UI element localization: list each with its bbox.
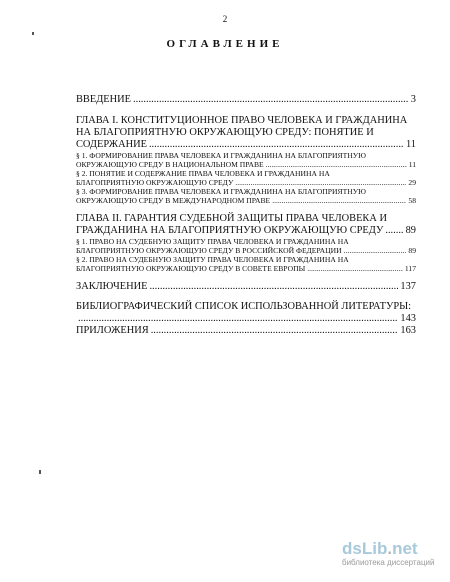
page-ref: 143 xyxy=(400,313,416,324)
toc-entry-chapter-1[interactable]: ГЛАВА I. КОНСТИТУЦИОННОЕ ПРАВО ЧЕЛОВЕКА И ГРАЖДАНИНА НА БЛАГОПРИЯТНУЮ ОКРУЖАЮЩУЮ СРЕДУ: ПОНЯТИЕ И СОДЕРЖАНИЕ ..... 11 xyxy=(76,115,416,151)
page-ref: 137 xyxy=(400,281,416,292)
toc-entry-intro[interactable]: ВВЕДЕНИЕ ..... 3 xyxy=(76,94,416,106)
toc-entry-chapter-2[interactable]: ГЛАВА II. ГАРАНТИЯ СУДЕБНОЙ ЗАЩИТЫ ПРАВА ЧЕЛОВЕКА И ГРАЖДАНИНА НА БЛАГОПРИЯТНУЮ ОКРУЖАЮЩУЮ СРЕДУ ..... 89 xyxy=(76,213,416,237)
page-ref: 29 xyxy=(408,178,416,187)
watermark[interactable] xyxy=(342,540,446,568)
binding-mark xyxy=(39,470,41,474)
toc-entry-conclusion[interactable]: ЗАКЛЮЧЕНИЕ ..... 137 xyxy=(76,281,416,293)
leader-dots xyxy=(149,281,398,293)
leader-dots xyxy=(344,246,407,255)
page-ref: 117 xyxy=(404,264,416,273)
page-ref: 11 xyxy=(408,160,416,169)
toc-section-1-1[interactable]: § 1. ФОРМИРОВАНИЕ ПРАВА ЧЕЛОВЕКА И ГРАЖДАНИНА НА БЛАГОПРИЯТНУЮ ОКРУЖАЮЩУЮ СРЕДУ В НАЦИОНАЛЬНОМ ПРАВЕ ..... 11 xyxy=(76,151,416,169)
page-ref: 11 xyxy=(405,139,416,150)
toc-entry-appendices[interactable]: ПРИЛОЖЕНИЯ ..... 163 xyxy=(76,325,416,337)
leader-dots xyxy=(235,178,406,187)
toc-section-1-3[interactable]: § 3. ФОРМИРОВАНИЕ ПРАВА ЧЕЛОВЕКА И ГРАЖДАНИНА НА БЛАГОПРИЯТНУЮ ОКРУЖАЮЩУЮ СРЕДУ В МЕЖДУНАРОДНОМ ПРАВЕ ..... 58 xyxy=(76,187,416,205)
toc-section-1-2[interactable]: § 2. ПОНЯТИЕ И СОДЕРЖАНИЕ ПРАВА ЧЕЛОВЕКА И ГРАЖДАНИНА НА БЛАГОПРИЯТНУЮ ОКРУЖАЮЩУЮ СРЕДУ ..... 29 xyxy=(76,169,416,187)
page-ref: 89 xyxy=(405,225,416,236)
leader-dots xyxy=(385,225,403,237)
toc-section-2-2[interactable]: § 2. ПРАВО НА СУДЕБНУЮ ЗАЩИТУ ПРАВА ЧЕЛОВЕКА И ГРАЖДАНИНА НА БЛАГОПРИЯТНУЮ ОКРУЖАЮЩУЮ СРЕДУ В СОВЕТЕ ЕВРОПЫ ..... 117 xyxy=(76,255,416,273)
leader-dots xyxy=(266,160,407,169)
leader-dots xyxy=(133,94,409,106)
watermark-tagline: библиотека диссертаций xyxy=(342,558,435,567)
page-ref: 58 xyxy=(408,196,416,205)
leader-dots xyxy=(151,325,399,337)
toc-section-2-1[interactable]: § 1. ПРАВО НА СУДЕБНУЮ ЗАЩИТУ ПРАВА ЧЕЛОВЕКА И ГРАЖДАНИНА НА БЛАГОПРИЯТНУЮ ОКРУЖАЮЩУЮ СРЕДУ В РОССИЙСКОЙ ФЕДЕРАЦИИ ..... 89 xyxy=(76,237,416,255)
leader-dots xyxy=(272,196,406,205)
page-ref: 163 xyxy=(400,325,416,336)
table-of-contents xyxy=(76,94,416,337)
toc-entry-bibliography[interactable]: БИБЛИОГРАФИЧЕСКИЙ СПИСОК ИСПОЛЬЗОВАННОЙ ЛИТЕРАТУРЫ: ..... 143 xyxy=(76,301,416,325)
leader-dots xyxy=(149,139,404,151)
page-number: 2 xyxy=(222,14,228,24)
page-ref: 89 xyxy=(408,246,416,255)
binding-mark xyxy=(32,32,34,35)
leader-dots xyxy=(78,313,398,325)
dslib-logo: dsLib.net xyxy=(342,539,418,558)
page-ref: 3 xyxy=(410,94,416,105)
leader-dots xyxy=(307,264,403,273)
toc-heading: ОГЛАВЛЕНИЕ xyxy=(166,38,284,50)
